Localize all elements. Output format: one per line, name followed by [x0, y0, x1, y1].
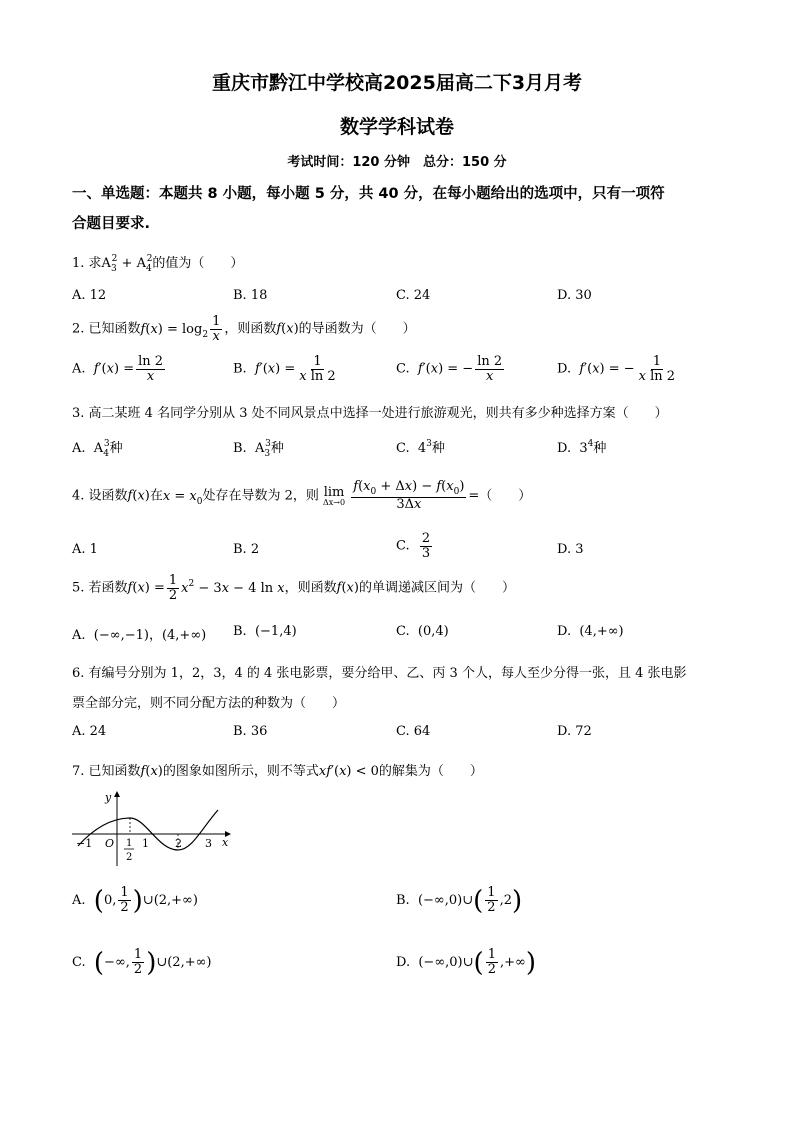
q7-option-c[interactable]: C. (−∞, $\frac{1}{2}$ )∪(2,+∞): [72, 947, 212, 978]
section-heading-line2: 合题目要求.: [72, 216, 151, 232]
question-7: 7. 已知函数f(x)的图象如图所示，则不等式xf′(x) < 0的解集为（ ）: [72, 764, 483, 779]
exam-info: 考试时间：120 分钟 总分：150 分: [287, 155, 507, 170]
x-label: x: [222, 836, 229, 849]
q5-option-d[interactable]: D. (4,+∞): [557, 624, 624, 639]
tick-neg1: −1: [76, 837, 93, 850]
q2-option-d[interactable]: D. f′(x) = − $\frac{1}{\text{x ln 2}}$: [557, 354, 676, 384]
q5-option-c[interactable]: C. (0,4): [396, 624, 449, 639]
q3-option-b[interactable]: B. $A_3^3$种: [233, 439, 284, 459]
q2-option-a[interactable]: A. f′(x) = $\frac{\ln 2}{x}$: [72, 354, 164, 384]
q3-option-a[interactable]: A. $A_4^3$种: [72, 439, 123, 459]
question-5: 5. 若函数f(x) = $\frac{1}{2}$ $x^2 - 3x - 4$ ln x，则函数f(x)的单调递减区间为（ ）: [72, 573, 515, 603]
function-graph: [68, 788, 238, 868]
question-6-line1: 6. 有编号分别为 1，2，3，4 的 4 张电影票，要分给甲、乙、丙 3 个人，每人至少分得一张，且 4 张电影: [72, 666, 687, 681]
tick-3: 3: [205, 837, 212, 850]
q7-option-d[interactable]: D. (−∞,0)∪( $\frac{1}{2}$ ,+∞): [396, 947, 536, 978]
question-4: 4. 设函数f(x)在$x = x_0$处存在导数为 2，则 lim Δx→0 $\frac{f(x_0 + \Delta x) - f(x_0)}{3\Delta x}$ =（ ）: [72, 479, 532, 513]
q5-option-b[interactable]: B. (−1,4): [233, 624, 297, 639]
q4-option-d[interactable]: D. 3: [557, 542, 584, 557]
q2-option-b[interactable]: B. f′(x) = $\frac{1}{\text{x ln 2}}$: [233, 354, 336, 384]
q1-option-c[interactable]: C. 24: [396, 288, 431, 303]
q1-option-a[interactable]: A. 12: [72, 288, 107, 303]
q2-option-c[interactable]: C. f′(x) = − $\frac{\ln 2}{x}$: [396, 354, 503, 384]
q4-option-b[interactable]: B. 2: [233, 542, 260, 557]
question-1: 1. 求$A_3^2 + A_4^2$的值为（ ）: [72, 254, 244, 274]
tick-half-den: 2: [126, 852, 133, 863]
subject-title: 数学学科试卷: [339, 116, 454, 138]
q3-option-c[interactable]: C. $4^3$种: [396, 439, 445, 456]
q4-option-a[interactable]: A. 1: [72, 542, 98, 557]
q4-option-c[interactable]: C. $\frac{2}{3}$: [396, 531, 431, 561]
question-3: 3. 高二某班 4 名同学分别从 3 处不同风景点中选择一处进行旅游观光，则共有多少种选择方案（ ）: [72, 406, 668, 421]
q3-option-d[interactable]: D. $3^4$种: [557, 439, 607, 456]
question-2: 2. 已知函数$f(x) = \log_2$ $\frac{1}{x}$ ，则函数f(x)的导函数为（ ）: [72, 314, 416, 344]
q7-option-b[interactable]: B. (−∞,0)∪( $\frac{1}{2}$ ,2): [396, 885, 523, 916]
q1-option-d[interactable]: D. 30: [557, 288, 592, 303]
q6-option-d[interactable]: D. 72: [557, 724, 592, 739]
q5-option-a[interactable]: A. (−∞,−1)，(4,+∞): [72, 628, 207, 643]
q6-option-c[interactable]: C. 64: [396, 724, 431, 739]
tick-half-num: 1: [126, 838, 133, 849]
q7-option-a[interactable]: A. (0, $\frac{1}{2}$ )∪(2,+∞): [72, 885, 198, 916]
question-6-line2: 票全部分完，则不同分配方法的种数为（ ）: [72, 696, 346, 711]
section-heading-line1: 一、单选题：本题共 8 小题，每小题 5 分，共 40 分，在每小题给出的选项中，只有一项符: [72, 186, 665, 202]
q6-option-b[interactable]: B. 36: [233, 724, 268, 739]
tick-1: 1: [142, 837, 149, 850]
q6-option-a[interactable]: A. 24: [72, 724, 107, 739]
origin-label: O: [105, 837, 115, 850]
exam-title: 重庆市黔江中学校高2025届高二下3月月考: [211, 72, 583, 94]
y-label: y: [105, 791, 112, 804]
q1-option-b[interactable]: B. 18: [233, 288, 268, 303]
tick-2: 2: [175, 837, 182, 850]
